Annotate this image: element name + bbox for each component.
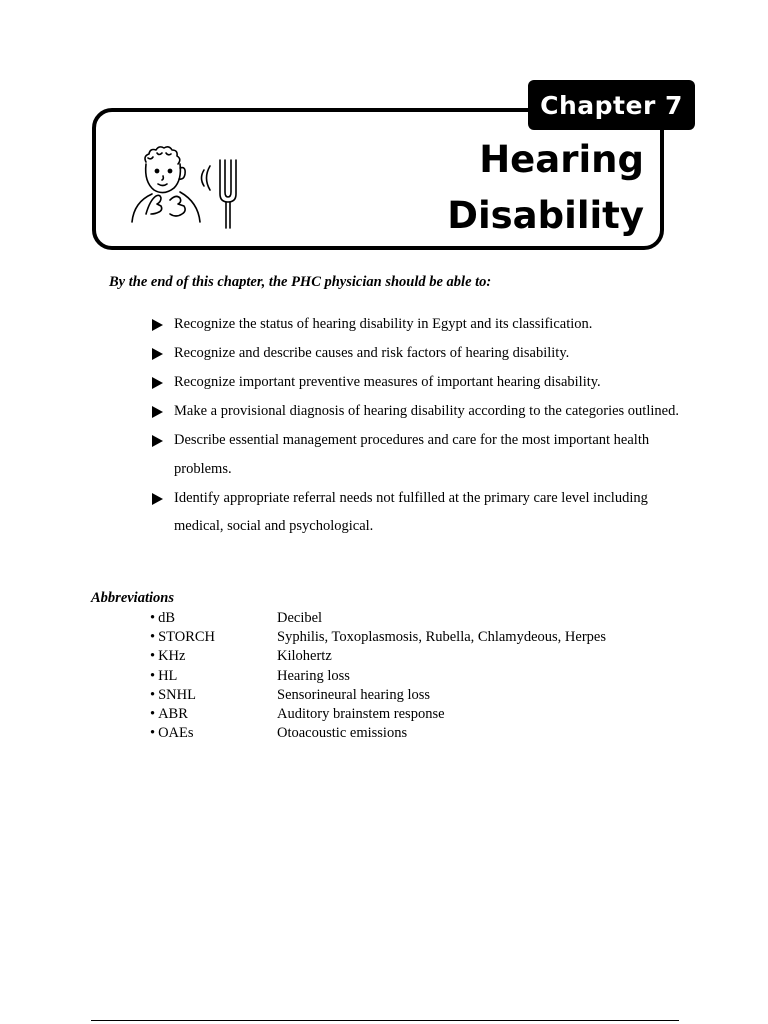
- abbreviation-meaning: Kilohertz: [277, 648, 332, 665]
- chapter-title: [447, 132, 644, 244]
- abbreviation-meaning: Decibel: [277, 610, 323, 626]
- abbreviation-meaning: Auditory brainstem response: [277, 706, 445, 723]
- objective-text: Make a provisional diagnosis of hearing disability according to the categories outlined.: [174, 403, 679, 419]
- objective-text: Describe essential management procedures and care for the most important health problems.: [174, 432, 650, 477]
- abbreviation-row: [150, 705, 606, 724]
- abbreviation-term: • dB: [150, 609, 277, 628]
- objective-item: [150, 310, 680, 339]
- abbreviation-meaning: Syphilis, Toxoplasmosis, Rubella, Chlamydeous, Herpes: [277, 629, 606, 646]
- abbreviation-term: • HL: [150, 667, 277, 686]
- chapter-title-line-2: Disability: [447, 194, 644, 237]
- abbreviation-row: [150, 609, 606, 628]
- triangle-bullet-icon: [152, 406, 163, 418]
- abbreviation-row: [150, 724, 606, 743]
- abbreviation-term: • KHz: [150, 647, 277, 666]
- abbreviation-term: • SNHL: [150, 686, 277, 705]
- triangle-bullet-icon: [152, 319, 163, 331]
- abbreviation-term: • OAEs: [150, 724, 277, 743]
- triangle-bullet-icon: [152, 377, 163, 389]
- objective-text: Recognize the status of hearing disability in Egypt and its classification.: [174, 316, 593, 332]
- objective-item: [150, 484, 680, 541]
- abbreviation-meaning: Otoacoustic emissions: [277, 725, 408, 742]
- triangle-bullet-icon: [152, 493, 163, 505]
- abbreviation-term: • STORCH: [150, 628, 277, 647]
- objective-item: [150, 397, 680, 426]
- abbreviation-row: [150, 686, 606, 705]
- chapter-title-line-1: Hearing: [479, 138, 644, 181]
- learning-objectives-list: [150, 310, 680, 541]
- abbreviation-row: [150, 647, 606, 666]
- objective-text: Recognize important preventive measures of important hearing disability.: [174, 374, 601, 390]
- chapter-number-tab: Chapter 7: [528, 80, 695, 130]
- footer-divider: [91, 1020, 679, 1021]
- objective-text: Recognize and describe causes and risk factors of hearing disability.: [174, 345, 570, 361]
- abbreviation-row: [150, 667, 606, 686]
- abbreviation-term: • ABR: [150, 705, 277, 724]
- triangle-bullet-icon: [152, 348, 163, 360]
- abbreviation-row: [150, 628, 606, 647]
- objective-text: Identify appropriate referral needs not fulfilled at the primary care level including medical, social and psychological.: [174, 489, 648, 534]
- objective-item: [150, 368, 680, 397]
- child-with-tuning-fork-icon: [124, 140, 250, 232]
- objective-item: [150, 426, 680, 483]
- objective-item: [150, 339, 680, 368]
- triangle-bullet-icon: [152, 435, 163, 447]
- learning-objectives-intro: By the end of this chapter, the PHC physician should be able to:: [109, 274, 492, 290]
- abbreviation-meaning: Hearing loss: [277, 667, 350, 684]
- abbreviations-heading: Abbreviations: [91, 590, 174, 606]
- abbreviation-meaning: Sensorineural hearing loss: [277, 686, 431, 703]
- abbreviations-list: [150, 609, 606, 743]
